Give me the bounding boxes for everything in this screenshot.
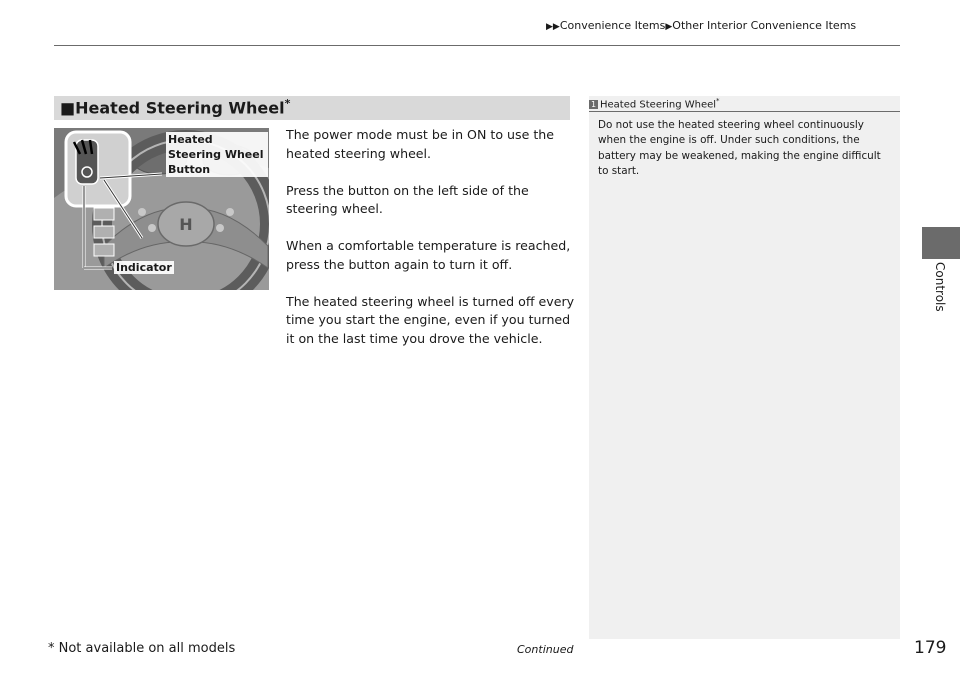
instruction-text — [286, 126, 576, 367]
triangle-right-icon: ▶▶ — [546, 22, 560, 32]
svg-text:H: H — [179, 215, 193, 234]
side-note-title: Heated Steering Wheel — [600, 99, 717, 111]
paragraph: The heated steering wheel is turned off every time you start the engine, even if you turned it on the last time you drove the vehicle. — [286, 293, 575, 346]
breadcrumb-item: Other Interior Convenience Items — [672, 19, 857, 32]
section-title — [60, 97, 290, 117]
breadcrumb-item: Convenience Items — [559, 19, 666, 32]
side-note-rule — [589, 111, 900, 112]
availability-mark: * — [284, 97, 291, 110]
page-number: 179 — [914, 638, 947, 658]
section-title-text: Heated Steering Wheel — [75, 98, 285, 118]
side-note-heading — [589, 97, 720, 110]
chapter-tab — [922, 227, 960, 259]
note-reference-number: 1 — [590, 99, 597, 109]
footnote: * Not available on all models — [48, 641, 236, 656]
breadcrumb — [546, 19, 856, 32]
paragraph: The power mode must be in ON to use the heated steering wheel. — [286, 127, 554, 161]
square-bullet-icon: ■ — [60, 98, 76, 118]
callout-heated-steering-wheel-button: Heated Steering Wheel Button — [166, 132, 268, 177]
side-note-text: Do not use the heated steering wheel continuously when the engine is off. Under such conditions, the battery may be weakened, making the engine difficult to start. — [598, 119, 881, 177]
paragraph: Press the button on the left side of the steering wheel. — [286, 182, 529, 216]
triangle-right-icon: ▶ — [665, 22, 673, 32]
chapter-label: Controls — [933, 262, 947, 312]
paragraph: When a comfortable temperature is reached, press the button again to turn it off. — [286, 238, 571, 272]
continued-label: Continued — [517, 643, 574, 656]
availability-mark: * — [716, 97, 720, 105]
callout-indicator: Indicator — [116, 261, 172, 274]
header-rule — [54, 45, 900, 46]
